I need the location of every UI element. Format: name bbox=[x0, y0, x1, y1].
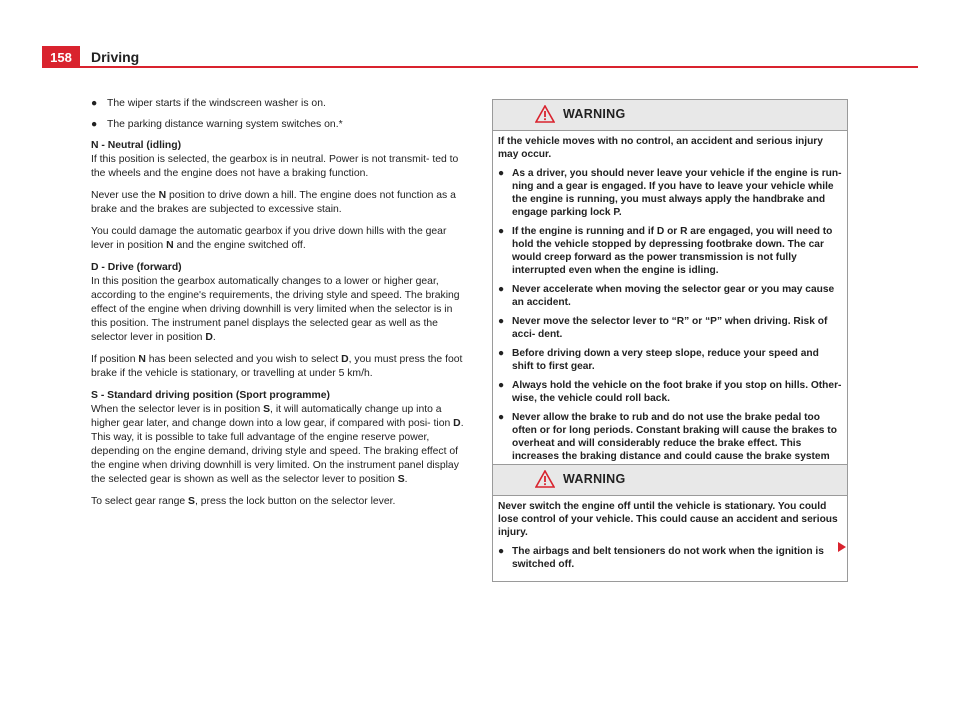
drive-heading: D - Drive (forward) bbox=[91, 262, 182, 273]
neutral-heading: N - Neutral (idling) bbox=[91, 140, 182, 151]
list-item: ● Before driving down a very steep slope, reduce your speed and shift to first gear. bbox=[498, 348, 819, 372]
sport-paragraph: To select gear range S, press the lock button on the selector lever. bbox=[91, 496, 396, 507]
list-item: ● Never accelerate when moving the selector gear or you may cause an accident. bbox=[498, 284, 835, 308]
list-item: ● Always hold the vehicle on the foot brake if you stop on hills. Other- wise, the vehicle could roll back. bbox=[498, 380, 842, 404]
sport-paragraph: When the selector lever is in position S, it will automatically change up into a higher gear later, and change down into a low gear, if compared with posi- tion D. This way, it is possible to take full advantage of the engine reserve power, depending on the engine demand, driving style and speed. The braking effect of the engine when driving downhill is very limited. On the instrument panel display the selected gear is shown as well as the selector lever to position S. bbox=[91, 404, 464, 485]
sport-heading: S - Standard driving position (Sport programme) bbox=[91, 390, 330, 401]
header-rule bbox=[80, 66, 918, 68]
page-number: 158 bbox=[42, 46, 80, 68]
drive-paragraph: In this position the gearbox automatically changes to a lower or higher gear, according to the engine's requirements, the driving style and speed. The braking effect of the engine when driving downhill is very limited when the selector is in this position. The instrument panel displays the selected gear as well as the selector lever in position D. bbox=[91, 276, 460, 343]
warning-intro: If the vehicle moves with no control, an accident and serious injury may occur. bbox=[498, 136, 823, 160]
list-item: ● The airbags and belt tensioners do not work when the ignition is switched off. bbox=[498, 546, 824, 570]
drive-paragraph: If position N has been selected and you wish to select D, you must press the foot brake if the vehicle is stationary, or travelling at under 5 km/h. bbox=[91, 354, 463, 379]
warning-triangle-icon bbox=[535, 470, 555, 492]
section-title: Driving bbox=[91, 49, 140, 65]
warning-box bbox=[492, 99, 848, 487]
neutral-paragraph: You could damage the automatic gearbox if you drive down hills with the gear lever in position N and the engine switched off. bbox=[91, 226, 447, 251]
list-item: ● Never allow the brake to rub and do not use the brake pedal too often or for long periods. Constant braking will cause the brakes to overheat and will considerably reduce the brake effect. This increases the braking distance and could cause the brake system bbox=[498, 412, 837, 462]
left-column bbox=[91, 97, 466, 517]
warning-body bbox=[493, 131, 847, 486]
warning-body bbox=[493, 496, 847, 581]
list-item: ● If the engine is running and if D or R are engaged, you will need to hold the vehicle stopped by depressing footbrake down. The car would creep forward as the power transmission is not fully interrupted even when the engine is idling. bbox=[498, 226, 833, 276]
warning-header bbox=[493, 465, 847, 496]
neutral-paragraph: Never use the N position to drive down a hill. The engine does not function as a brake and the brakes are subjected to excessive stain. bbox=[91, 190, 456, 215]
warning-triangle-icon bbox=[535, 105, 555, 127]
warning-label: WARNING bbox=[563, 107, 626, 121]
warning-label: WARNING bbox=[563, 472, 626, 486]
neutral-paragraph: If this position is selected, the gearbox is in neutral. Power is not transmit- ted to the wheels and the engine does not have a braking function. bbox=[91, 154, 459, 179]
warning-box bbox=[492, 464, 848, 582]
list-item: ● As a driver, you should never leave your vehicle if the engine is run- ning and a gear is engaged. If you have to leave your vehicle while the engine is running, you must always apply the handbrake and engage parking lock P. bbox=[498, 168, 842, 218]
list-item: ● The parking distance warning system switches on.* bbox=[91, 119, 343, 130]
continue-arrow-icon[interactable] bbox=[837, 540, 847, 558]
warning-intro: Never switch the engine off until the vehicle is stationary. You could lose control of your vehicle. This could cause an accident and serious injury. bbox=[498, 501, 838, 538]
list-item: ● The wiper starts if the windscreen washer is on. bbox=[91, 98, 326, 109]
warning-header bbox=[493, 100, 847, 131]
list-item: ● Never move the selector lever to “R” or “P” when driving. Risk of acci- dent. bbox=[498, 316, 828, 340]
